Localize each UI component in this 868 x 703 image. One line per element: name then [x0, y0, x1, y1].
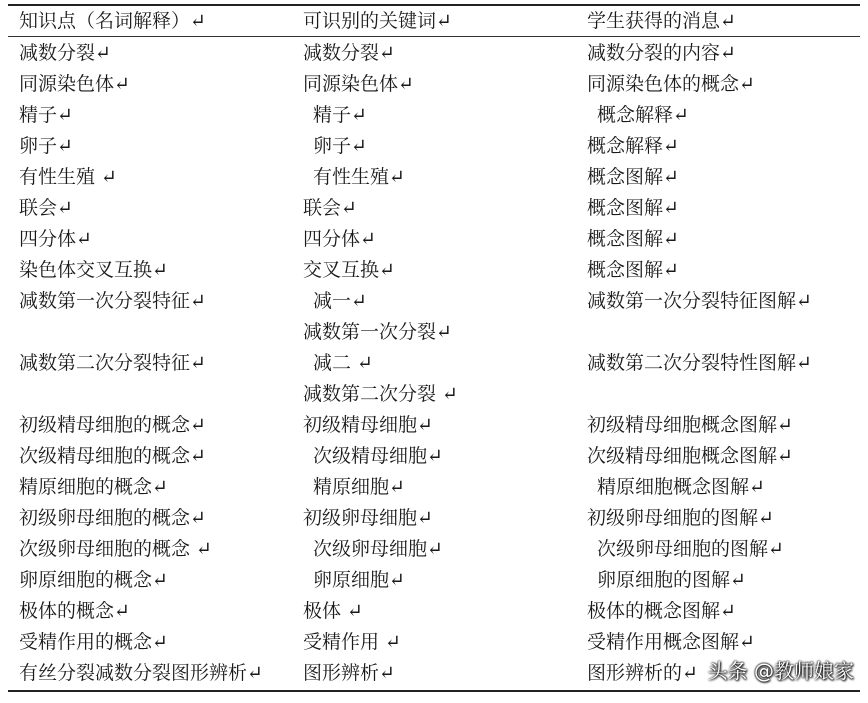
knowledge-point-cell: 有性生殖 ↵ — [19, 166, 117, 188]
keyword-cell: 四分体↵ — [303, 228, 376, 250]
keyword-cell: 联会↵ — [303, 197, 357, 219]
keyword-cell: 极体 ↵ — [303, 600, 363, 622]
keyword-cell: 精子↵ — [313, 104, 367, 126]
keyword-cell: 精原细胞↵ — [313, 476, 405, 498]
table-row — [0, 410, 868, 441]
keyword-cell: 图形辨析↵ — [303, 662, 395, 684]
table-row — [0, 472, 868, 503]
knowledge-point-cell: 受精作用的概念↵ — [19, 631, 168, 653]
header-keywords: 可识别的关键词↵ — [303, 10, 452, 32]
keyword-cell: 减数分裂↵ — [303, 42, 395, 64]
table-bottom-rule — [8, 690, 860, 692]
keyword-cell: 同源染色体↵ — [303, 73, 414, 95]
table-row — [0, 131, 868, 162]
knowledge-point-cell: 减数分裂↵ — [19, 42, 111, 64]
student-info-cell: 概念解释↵ — [597, 104, 689, 126]
table-row — [0, 38, 868, 69]
keyword-cell: 初级卵母细胞↵ — [303, 507, 433, 529]
table-header-row — [0, 6, 868, 37]
keyword-cell: 减二 ↵ — [313, 352, 373, 374]
keyword-cell: 减数第二次分裂 ↵ — [303, 383, 458, 405]
table-row — [0, 565, 868, 596]
student-info-cell: 概念图解↵ — [587, 166, 679, 188]
student-info-cell: 概念图解↵ — [587, 228, 679, 250]
knowledge-point-cell: 初级卵母细胞的概念↵ — [19, 507, 206, 529]
table-row — [0, 596, 868, 627]
keyword-cell: 卵原细胞↵ — [313, 569, 405, 591]
table-row — [0, 534, 868, 565]
table-row — [0, 224, 868, 255]
student-info-cell: 概念图解↵ — [587, 197, 679, 219]
table-row — [0, 193, 868, 224]
keyword-cell: 卵子↵ — [313, 135, 367, 157]
knowledge-point-cell: 精原细胞的概念↵ — [19, 476, 168, 498]
student-info-cell: 次级精母细胞概念图解↵ — [587, 445, 793, 467]
table-row — [0, 100, 868, 131]
keyword-cell: 初级精母细胞↵ — [303, 414, 433, 436]
student-info-cell: 精原细胞概念图解↵ — [597, 476, 765, 498]
watermark-text: 头条 @教师娘家 — [707, 659, 854, 683]
knowledge-point-cell: 联会↵ — [19, 197, 73, 219]
knowledge-point-cell: 四分体↵ — [19, 228, 92, 250]
table-header-rule — [8, 36, 860, 37]
student-info-cell: 极体的概念图解↵ — [587, 600, 736, 622]
student-info-cell: 减数第一次分裂特征图解↵ — [587, 290, 812, 312]
keyword-cell: 减数第一次分裂↵ — [303, 321, 452, 343]
knowledge-point-cell: 次级卵母细胞的概念 ↵ — [19, 538, 212, 560]
table-row — [0, 348, 868, 379]
table-row — [0, 69, 868, 100]
student-info-cell: 次级卵母细胞的图解↵ — [597, 538, 784, 560]
knowledge-point-cell: 染色体交叉互换↵ — [19, 259, 168, 281]
table-row — [0, 317, 868, 348]
knowledge-point-cell: 有丝分裂减数分裂图形辨析↵ — [19, 662, 263, 684]
table-row — [0, 503, 868, 534]
keyword-cell: 次级精母细胞↵ — [313, 445, 443, 467]
keyword-cell: 交叉互换↵ — [303, 259, 395, 281]
table-row — [0, 286, 868, 317]
table-row — [0, 441, 868, 472]
knowledge-point-cell: 同源染色体↵ — [19, 73, 130, 95]
knowledge-point-cell: 减数第一次分裂特征↵ — [19, 290, 206, 312]
student-info-cell: 初级精母细胞概念图解↵ — [587, 414, 793, 436]
student-info-cell: 概念解释↵ — [587, 135, 679, 157]
student-info-cell: 初级卵母细胞的图解↵ — [587, 507, 774, 529]
student-info-cell: 卵原细胞的图解↵ — [597, 569, 746, 591]
student-info-cell: 减数分裂的内容↵ — [587, 42, 736, 64]
table-row — [0, 379, 868, 410]
student-info-cell: 减数第二次分裂特性图解↵ — [587, 352, 812, 374]
knowledge-point-cell: 次级精母细胞的概念↵ — [19, 445, 206, 467]
student-info-cell: 同源染色体的概念↵ — [587, 73, 755, 95]
knowledge-point-cell: 卵子↵ — [19, 135, 73, 157]
keyword-cell: 减一↵ — [313, 290, 367, 312]
student-info-cell: 图形辨析的↵ — [587, 662, 698, 684]
header-student-info: 学生获得的消息↵ — [587, 10, 736, 32]
knowledge-point-cell: 初级精母细胞的概念↵ — [19, 414, 206, 436]
knowledge-point-cell: 极体的概念↵ — [19, 600, 130, 622]
keyword-cell: 次级卵母细胞↵ — [313, 538, 443, 560]
keyword-cell: 有性生殖↵ — [313, 166, 405, 188]
knowledge-point-cell: 卵原细胞的概念↵ — [19, 569, 168, 591]
table-row — [0, 255, 868, 286]
knowledge-point-cell: 精子↵ — [19, 104, 73, 126]
student-info-cell: 概念图解↵ — [587, 259, 679, 281]
knowledge-point-cell: 减数第二次分裂特征↵ — [19, 352, 206, 374]
keyword-cell: 受精作用 ↵ — [303, 631, 401, 653]
table-row — [0, 162, 868, 193]
header-knowledge-point: 知识点（名词解释）↵ — [19, 10, 206, 32]
student-info-cell: 受精作用概念图解↵ — [587, 631, 755, 653]
table-row — [0, 627, 868, 658]
